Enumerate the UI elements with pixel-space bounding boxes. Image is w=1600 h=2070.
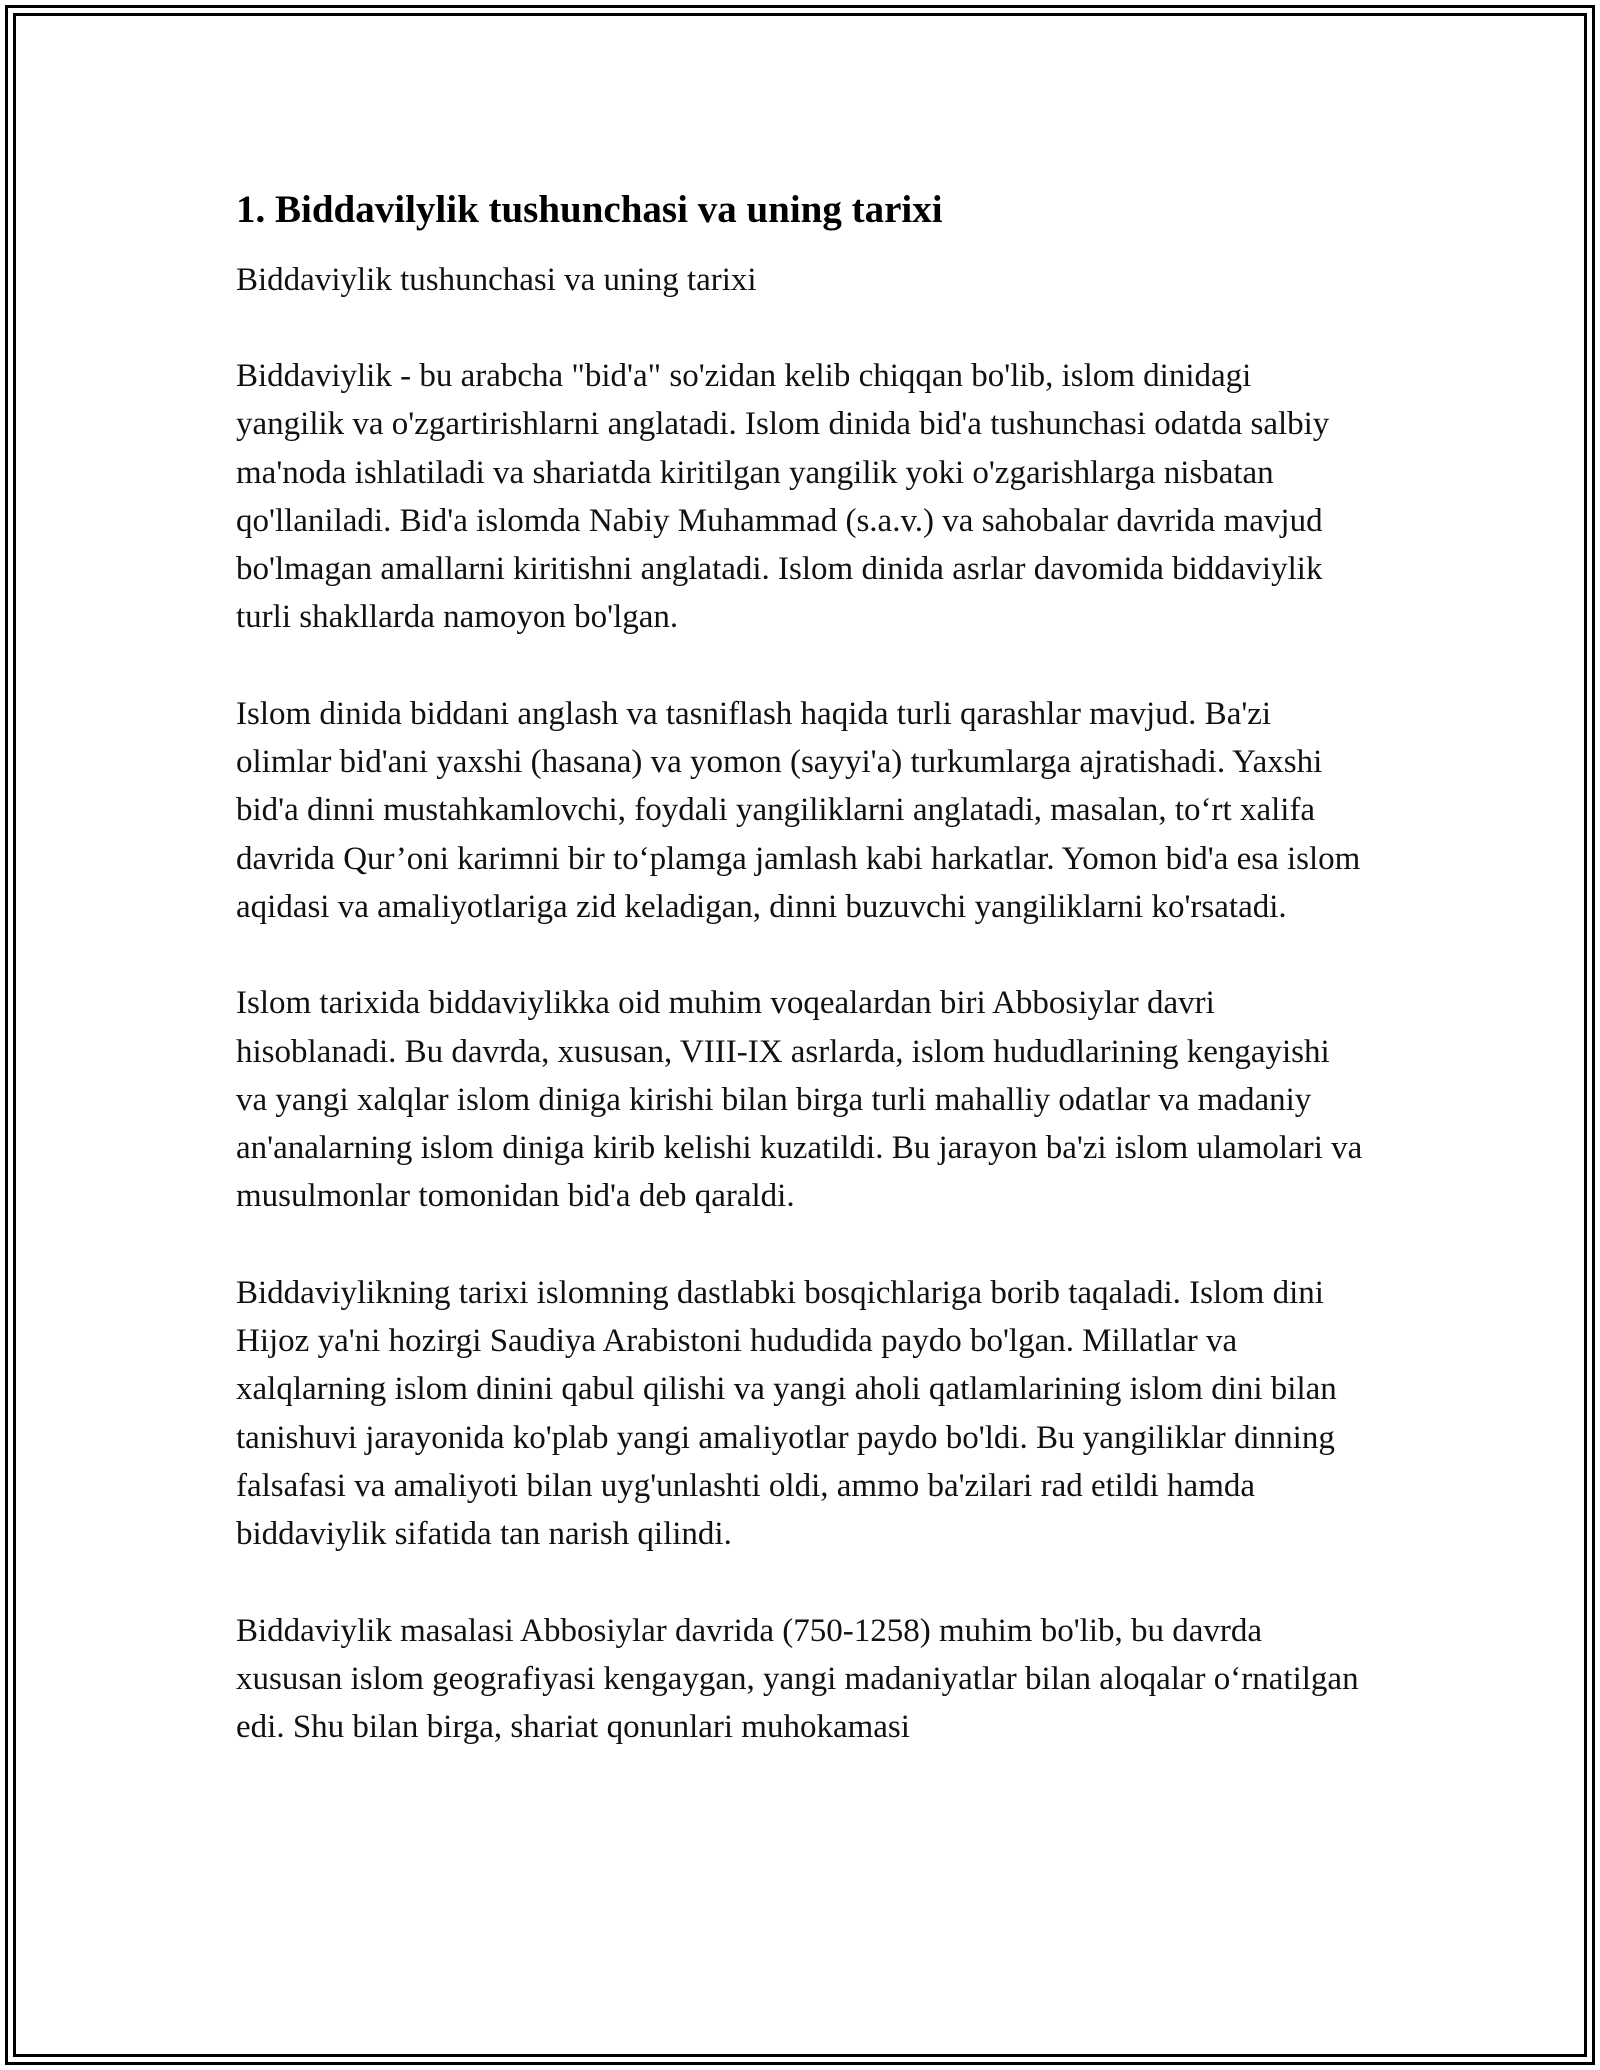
paragraph-2: Islom dinida biddani anglash va tasniflash haqida turli qarashlar mavjud. Ba'zi olimlar bid'ani yaxshi (hasana) va yomon (sayyi'a) turkumlarga ajratishadi. Yaxshi bid'a dinni mustahkamlovchi, foydali yangiliklarni anglatadi, masalan, to‘rt xalifa davrida Qur’oni karimni bir to‘plamga jamlash kabi harkatlar. Yomon bid'a esa islom aqidasi va amaliyotlariga zid keladigan, dinni buzuvchi yangiliklarni ko'rsatadi. [236,695,1361,925]
paragraph-5: Biddaviylik masalasi Abbosiylar davrida (750-1258) muhim bo'lib, bu davrda xususan islom geografiyasi kengaygan, yangi madaniyatlar bilan aloqalar o‘rnatilgan edi. Shu bilan birga, shariat qonunlari muhokamasi [236,1612,1359,1746]
section-subtitle: Biddaviylik tushunchasi va uning tarixi [236,262,757,298]
paragraph-4: Biddaviylikning tarixi islomning dastlabki bosqichlariga borib taqaladi. Islom dini Hijoz ya'ni hozirgi Saudiya Arabistoni hududida paydo bo'lgan. Millatlar va xalqlarning islom dinini qabul qilishi va yangi aholi qatlamlarining islom dini bilan tanishuvi jarayonida ko'plab yangi amaliyotlar paydo bo'ldi. Bu yangiliklar dinning falsafasi va amaliyoti bilan uyg'unlashti oldi, ammo ba'zilari rad etildi hamda biddaviylik sifatida tan narish qilindi. [236,1274,1337,1553]
paragraph-1: Biddaviylik - bu arabcha "bid'a" so'zidan kelib chiqqan bo'lib, islom dinidagi yangilik va o'zgartirishlarni anglatadi. Islom dinida bid'a tushunchasi odatda salbiy ma'noda ishlatiladi va shariatda kiritilgan yangilik yoki o'zgarishlarga nisbatan qo'llaniladi. Bid'a islomda Nabiy Muhammad (s.a.v.) va sahobalar davrida mavjud bo'lmagan amallarni kiritishni anglatadi. Islom dinida asrlar davomida biddaviylik turli shakllarda namoyon bo'lgan. [236,358,1330,636]
section-heading: 1. Biddavilylik tushunchasi va uning tarixi [236,188,943,231]
paragraph-3: Islom tarixida biddaviylikka oid muhim voqealardan biri Abbosiylar davri hisoblanadi. Bu davrda, xususan, VIII-IX asrlarda, islom hududlarining kengayishi va yangi xalqlar islom diniga kirishi bilan birga turli mahalliy odatlar va madaniy an'analarning islom diniga kirib kelishi kuzatildi. Bu jarayon ba'zi islom ulamolari va musulmonlar tomonidan bid'a deb qaraldi. [236,985,1363,1215]
document-body [236,186,1366,1799]
